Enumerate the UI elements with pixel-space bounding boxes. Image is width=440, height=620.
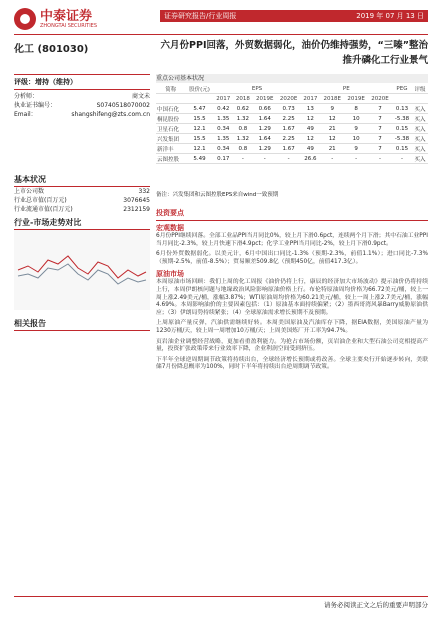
basic-row — [14, 187, 150, 196]
table-cell: -5.38 — [392, 134, 412, 144]
logo-icon — [14, 8, 36, 30]
table-cell: 7 — [368, 104, 392, 114]
table-cell: - — [233, 154, 253, 164]
table-cell: 7 — [368, 144, 392, 154]
related-section — [14, 318, 150, 331]
table-cell: 10 — [344, 134, 368, 144]
summary-section — [156, 320, 428, 335]
table-cell: 0.73 — [277, 104, 301, 114]
summary-sections — [156, 223, 428, 372]
basic-row — [14, 205, 150, 214]
brand-name: 中泰证券 — [40, 8, 93, 24]
analyst-info — [14, 92, 150, 119]
table-cell: 15.5 — [185, 114, 213, 124]
headline-line-1: 六月份PPI回落，外贸数据弱化，油价仍维持强势，“三嗪”整治 — [160, 40, 428, 51]
table-title: 重点公司基本状况 — [156, 74, 428, 83]
table-cell: 1.29 — [253, 124, 277, 134]
table-cell: 0.66 — [253, 104, 277, 114]
table-cell: 12 — [320, 114, 344, 124]
analyst-key: 分析师： — [14, 93, 39, 100]
rating-value: 增持（维持） — [35, 78, 77, 86]
table-cell: 10 — [344, 114, 368, 124]
company-name: 新洋丰 — [156, 144, 185, 154]
table-cell: 7 — [368, 124, 392, 134]
report-date: 2019 年 07 月 13 日 — [356, 12, 424, 20]
table-cell: 49 — [301, 144, 321, 154]
year: 2017 — [301, 94, 321, 104]
table-header — [156, 84, 428, 94]
year: 2019E — [253, 94, 277, 104]
table-cell: 买入 — [412, 144, 428, 154]
table-cell: 买入 — [412, 124, 428, 134]
report-type: 证券研究报告/行业周报 — [164, 12, 237, 20]
summary-section — [156, 339, 428, 354]
table-cell: 8 — [344, 104, 368, 114]
table-row — [156, 134, 428, 144]
table-cell: 26.6 — [301, 154, 321, 164]
table-cell: 0.34 — [213, 124, 233, 134]
table-row — [156, 144, 428, 154]
table-cell: 12 — [301, 134, 321, 144]
analyst-row — [14, 92, 150, 101]
summary-section — [156, 269, 428, 317]
section-title: 原油市场 — [156, 270, 184, 279]
company-logo — [14, 8, 134, 30]
table-cell: 买入 — [412, 104, 428, 114]
table-cell: 5.49 — [185, 154, 213, 164]
table-cell: 买入 — [412, 134, 428, 144]
table-cell: 13 — [301, 104, 321, 114]
table-cell: 买入 — [412, 154, 428, 164]
table-cell: 1.32 — [233, 114, 253, 124]
brand-name-en: ZHONGTAI SECURITIES — [40, 22, 98, 29]
table-cell: 21 — [320, 144, 344, 154]
table-cell: 5.47 — [185, 104, 213, 114]
summary-section — [156, 251, 428, 266]
table-cell: -5.38 — [392, 114, 412, 124]
company-name: 兴发集团 — [156, 134, 185, 144]
table-row — [156, 114, 428, 124]
table-cell: 0.13 — [392, 104, 412, 114]
report-headline — [122, 38, 428, 68]
company-name: 卫星石化 — [156, 124, 185, 134]
basic-value: 332 — [138, 188, 150, 195]
basic-row — [14, 196, 150, 205]
section-text: 6月份外贸数据弱化。以美元计，6月中国出口同比-1.3%（预期-2.3%，前值1.1%）；进口同比-7.3%（预期-2.5%，前值-8.5%）；贸易顺差509.8亿（预期450亿，前值417.3亿）。 — [156, 251, 428, 265]
summary-section — [156, 223, 428, 248]
table-cell: 2.25 — [277, 114, 301, 124]
table-row — [156, 104, 428, 114]
summary-title: 投资要点 — [156, 209, 184, 217]
table-cell: 1.29 — [253, 144, 277, 154]
year: 2020E — [368, 94, 392, 104]
summary — [156, 208, 428, 375]
col-eps: EPS — [213, 84, 300, 94]
page-footer — [14, 596, 428, 609]
table-cell: - — [368, 154, 392, 164]
table-row — [156, 154, 428, 164]
table-cell: 12.1 — [185, 124, 213, 134]
sector-name: 化工 (801030) — [14, 44, 89, 55]
analyst-key: Email： — [14, 111, 37, 118]
table-note: 备注：兴发集团和云图控股EPS来自wind一致预期 — [156, 192, 279, 198]
year: 2017 — [213, 94, 233, 104]
table-cell: 9 — [344, 144, 368, 154]
market-chart-svg — [14, 230, 150, 310]
basic-key: 行业流通市值(百万元) — [14, 206, 73, 213]
analyst-value[interactable]: shangshifeng@zts.com.cn — [71, 111, 150, 118]
basic-title: 基本状况 — [14, 174, 150, 187]
section-text: 下半年全球逆周期调节政策将持续出台，全球经济增长预期或将改善。全球主要央行开始逐步转向，美联储7月份降息概率为100%，同时下半年将持续出台逆周期调节政策。 — [156, 356, 428, 371]
table-cell: 0.17 — [213, 154, 233, 164]
table-cell: - — [320, 154, 344, 164]
table-cell: - — [392, 154, 412, 164]
table-cell: - — [253, 154, 277, 164]
basic-info — [14, 174, 150, 214]
col-rating: 评级 — [412, 84, 428, 94]
table-cell: 49 — [301, 124, 321, 134]
table-cell: 0.34 — [213, 144, 233, 154]
year: 2019E — [344, 94, 368, 104]
year: 2020E — [277, 94, 301, 104]
table-cell: 2.25 — [277, 134, 301, 144]
header-rule — [14, 34, 428, 35]
year: 2018 — [233, 94, 253, 104]
market-chart — [14, 230, 150, 310]
table-cell: - — [344, 154, 368, 164]
basic-value: 2312159 — [123, 206, 150, 213]
footer-disclaimer: 请务必阅读正文之后的重要声明部分 — [324, 601, 428, 609]
section-text: 本周原油市场回顾：我们上周的化工周报《油价仍将上行，康辰的经济加大市场波动》提示油价仍将持续上行，本周伊朗核问题与地缘政治风险影响原油价格上行。布伦特原油周均价格为66.72美元/桶，较上一周上涨2.49美元/桶，涨幅3.87%；WTI原油周均价格为60.21美元/桶，较上一周上涨2.7美元/桶，涨幅4.69%。本周影响油价的主要因素包括：（1）原油基本面持续偏紧；（2）墨西哥湾风暴Barry威胁原油供应；（3）伊朗局势持续紧张；（4）全球原油需求增长预期不及预期。 — [156, 279, 428, 316]
table-cell: 1.32 — [233, 134, 253, 144]
analyst-row — [14, 101, 150, 110]
analyst-value: 商文未 — [131, 93, 150, 100]
table-cell: - — [277, 154, 301, 164]
table-cell: 1.67 — [277, 144, 301, 154]
basic-key: 行业总市值(百万元) — [14, 197, 67, 204]
table-cell: 0.15 — [392, 124, 412, 134]
section-text: 页岩油企业调整经营战略，更加看重盈利能力。为抢占市场份额，页岩油企业和大型石油公司竞相提高产量，投资扩张政策带来行业效率下降，企业利润空间受到挤压。 — [156, 338, 428, 353]
company-table — [156, 84, 428, 164]
table-cell: 15.5 — [185, 134, 213, 144]
col-name: 简称 — [156, 84, 185, 94]
table-row — [156, 124, 428, 134]
rating-box — [14, 74, 150, 90]
table-cell: 1.35 — [213, 114, 233, 124]
table-cell: 7 — [368, 134, 392, 144]
company-name: 云图控股 — [156, 154, 185, 164]
table-years — [156, 94, 428, 104]
table-cell: 12 — [320, 134, 344, 144]
table-cell: 9 — [320, 104, 344, 114]
analyst-row — [14, 110, 150, 119]
table-cell: 0.42 — [213, 104, 233, 114]
table-cell: 0.62 — [233, 104, 253, 114]
col-price: 股价(元) — [185, 84, 213, 94]
basic-key: 上市公司数 — [14, 188, 45, 195]
table-cell: 0.8 — [233, 144, 253, 154]
company-name: 中国石化 — [156, 104, 185, 114]
col-pe: PE — [301, 84, 392, 94]
table-cell: 12.1 — [185, 144, 213, 154]
section-text: 上周原油产量反弹，汽油供需继续好转。本周美国原油及汽油库存下降，据EIA数据，美国原油产量为1230万桶/天，较上周一周增加10万桶/天；上周美国炼厂开工率为94.7%。 — [156, 320, 428, 334]
table-cell: 0.8 — [233, 124, 253, 134]
section-title: 宏观数据 — [156, 224, 184, 232]
analyst-key: 执业证书编号： — [14, 102, 57, 109]
chart-title: 行业-市场走势对比 — [14, 217, 150, 230]
table-cell: 1.67 — [277, 124, 301, 134]
related-title: 相关报告 — [14, 318, 150, 331]
table-cell: 1.35 — [213, 134, 233, 144]
table-cell: 12 — [301, 114, 321, 124]
summary-section — [156, 357, 428, 372]
table-cell: 买入 — [412, 114, 428, 124]
col-peg: PEG — [392, 84, 412, 94]
table-cell: 21 — [320, 124, 344, 134]
table-cell: 9 — [344, 124, 368, 134]
year: 2018E — [320, 94, 344, 104]
basic-value: 3076645 — [123, 197, 150, 204]
section-text: 6月份PPI继续回落。全部工业品PPI当月同比0%，较上月下滑0.6pct，连续两个月下滑；其中石油工业PPI当月同比-2.3%，较上月快速下滑4.9pct；化学工业PPI当月同比-2%，较上月下滑0.9pct。 — [156, 233, 428, 247]
report-banner — [160, 10, 428, 22]
table-cell: 1.64 — [253, 114, 277, 124]
table-cell: 1.64 — [253, 134, 277, 144]
analyst-value: S0740518070002 — [96, 102, 150, 109]
rating-label: 评级： — [14, 78, 35, 86]
table-cell: 7 — [368, 114, 392, 124]
headline-line-2: 推升磷化工行业景气 — [342, 55, 428, 66]
chart-section — [14, 217, 150, 230]
table-cell: 0.15 — [392, 144, 412, 154]
company-name: 桐昆股份 — [156, 114, 185, 124]
